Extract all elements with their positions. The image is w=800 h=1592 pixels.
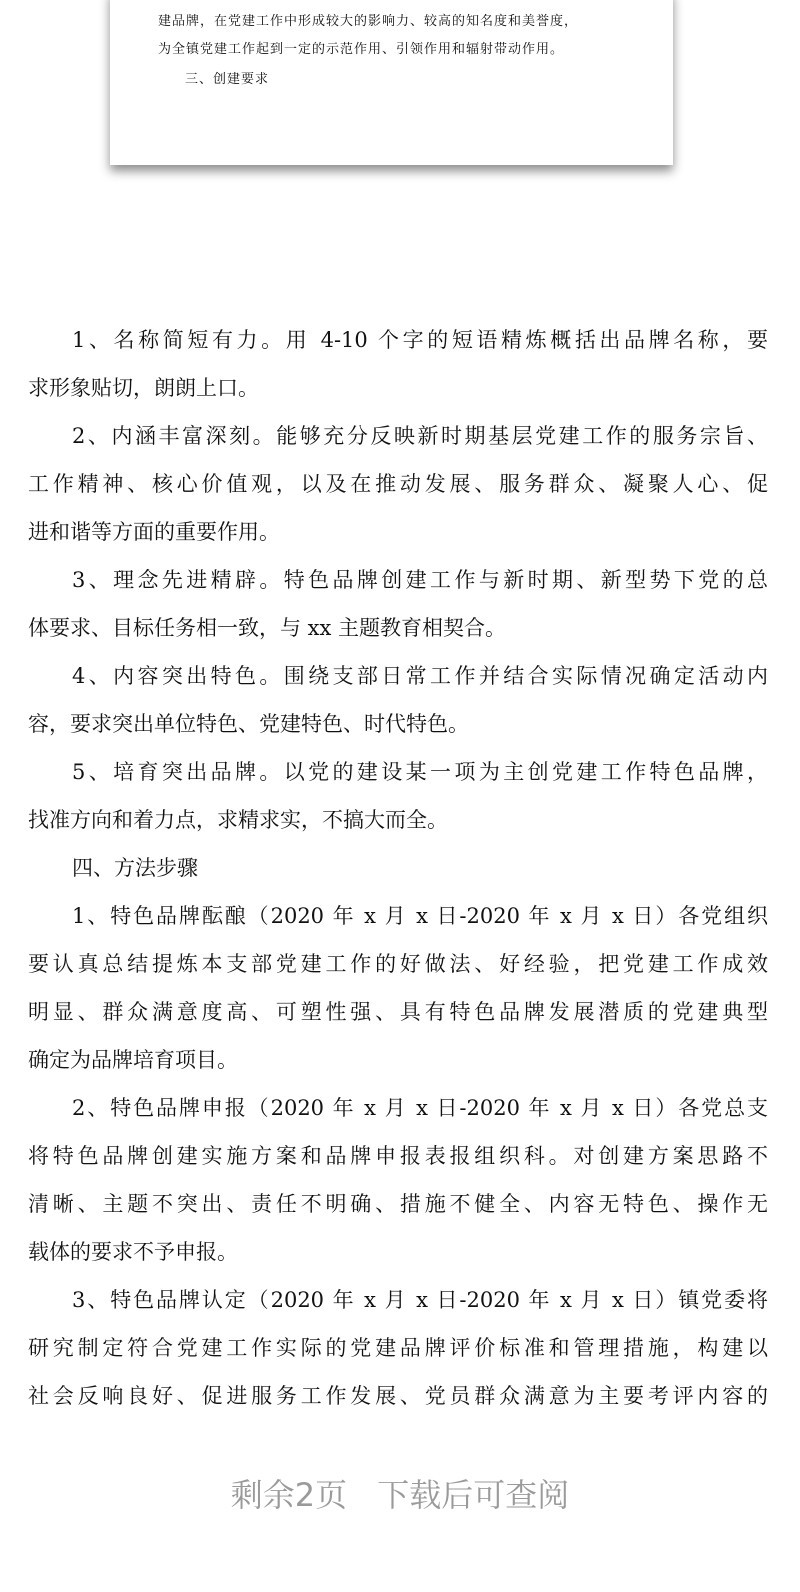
body-text-line: 找准方向和着力点，求精求实，不搞大而全。 [28, 808, 448, 832]
body-text-line: 进和谐等方面的重要作用。 [28, 520, 280, 544]
body-text-line: 2、内涵丰富深刻。能够充分反映新时期基层党建工作的服务宗旨、 [72, 424, 768, 448]
body-text-line: 2、特色品牌申报（2020 年 x 月 x 日-2020 年 x 月 x 日）各党总支 [72, 1096, 768, 1120]
body-text-line: 3、特色品牌认定（2020 年 x 月 x 日-2020 年 x 月 x 日）镇党委将 [72, 1288, 768, 1312]
body-text-line: 容，要求突出单位特色、党建特色、时代特色。 [28, 712, 469, 736]
body-text-line: 工作精神、核心价值观，以及在推动发展、服务群众、凝聚人心、促 [28, 472, 768, 496]
body-text-line: 将特色品牌创建实施方案和品牌申报表报组织科。对创建方案思路不 [28, 1144, 768, 1168]
document-preview-card [110, 0, 673, 165]
body-text-line: 1、特色品牌酝酿（2020 年 x 月 x 日-2020 年 x 月 x 日）各党组织 [72, 904, 768, 928]
body-text-line: 确定为品牌培育项目。 [28, 1048, 238, 1072]
download-to-read-more-button[interactable]: 剩余2页 下载后可查阅 [230, 1476, 570, 1514]
body-text-line: 体要求、目标任务相一致，与 xx 主题教育相契合。 [28, 616, 507, 640]
body-text-line: 1、名称简短有力。用 4-10 个字的短语精炼概括出品牌名称，要 [72, 328, 768, 352]
body-text-line: 求形象贴切，朗朗上口。 [28, 376, 259, 400]
body-text-line: 4、内容突出特色。围绕支部日常工作并结合实际情况确定活动内 [72, 664, 768, 688]
body-text-line: 3、理念先进精辟。特色品牌创建工作与新时期、新型势下党的总 [72, 568, 768, 592]
preview-heading: 三、创建要求 [185, 72, 270, 87]
document-body [28, 316, 768, 1420]
body-text-line: 要认真总结提炼本支部党建工作的好做法、好经验，把党建工作成效 [28, 952, 768, 976]
body-text-line: 明显、群众满意度高、可塑性强、具有特色品牌发展潜质的党建典型 [28, 1000, 768, 1024]
body-text-line: 四、方法步骤 [72, 856, 198, 880]
body-text-line: 社会反响良好、促进服务工作发展、党员群众满意为主要考评内容的 [28, 1384, 768, 1408]
preview-line: 建品牌，在党建工作中形成较大的影响力、较高的知名度和美誉度， [158, 14, 579, 29]
body-text-line: 载体的要求不予申报。 [28, 1240, 238, 1264]
body-text-line: 清晰、主题不突出、责任不明确、措施不健全、内容无特色、操作无 [28, 1192, 768, 1216]
body-text-line: 研究制定符合党建工作实际的党建品牌评价标准和管理措施，构建以 [28, 1336, 768, 1360]
body-text-line: 5、培育突出品牌。以党的建设某一项为主创党建工作特色品牌， [72, 760, 768, 784]
preview-line: 为全镇党建工作起到一定的示范作用、引领作用和辐射带动作用。 [158, 42, 565, 57]
